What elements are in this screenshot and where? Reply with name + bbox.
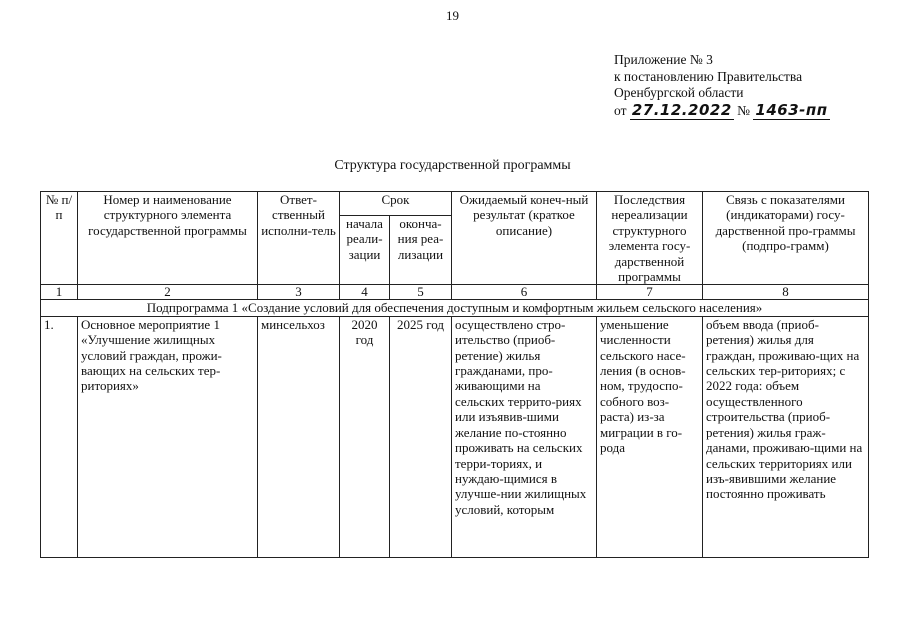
- header-term: Срок: [340, 192, 452, 216]
- row-responsible: минсельхоз: [258, 316, 340, 557]
- appendix-date-line: [614, 102, 830, 120]
- subprogram-title: Подпрограмма 1 «Создание условий для обеспечения доступным и комфортным жильем сельского населения»: [41, 300, 869, 316]
- header-element: Номер и наименование структурного элемента государственной программы: [78, 192, 258, 285]
- header-consequences: Последствия нереализации структурного элемента госу-дарственной программы: [597, 192, 703, 285]
- col-number: 7: [597, 285, 703, 300]
- row-link: объем ввода (приоб-ретения) жилья для граждан, проживаю-щих на сельских тер-риториях; с 2022 года: объем осуществленного строительства (приоб-ретения) жилья граж-данами, проживаю-щими на сельских территориях или изъ-явившими желание постоянно проживать: [703, 316, 869, 557]
- col-number: 6: [452, 285, 597, 300]
- subprogram-row: [41, 300, 869, 316]
- col-number: 8: [703, 285, 869, 300]
- handwritten-number: 1463-пп: [755, 100, 828, 119]
- row-consequences: уменьшение численности сельского насе-ления (в основ-ном, трудоспо-собного воз-раста) из-за миграции в го-рода: [597, 316, 703, 557]
- header-term-end: оконча-ния реа-лизации: [390, 216, 452, 285]
- handwritten-date: 27.12.2022: [631, 100, 732, 119]
- row-result: осуществлено стро-ительство (приоб-ретение) жилья гражданами, про-живающими на сельских террито-риях или изъявив-шими желание по-стоянно проживать на сельских терри-ториях, и нуждаю-щимися в улучше-нии жилищных условий, которым: [452, 316, 597, 557]
- header-term-start: начала реали-зации: [340, 216, 390, 285]
- col-number: 1: [41, 285, 78, 300]
- document-title: Структура государственной программы: [334, 158, 571, 173]
- column-number-row: [41, 285, 869, 300]
- table-row: [41, 316, 869, 557]
- table-header-row: [41, 192, 869, 216]
- header-result: Ожидаемый конеч-ный результат (краткое описание): [452, 192, 597, 285]
- appendix-block: [614, 52, 830, 119]
- number-prefix: №: [737, 102, 751, 118]
- date-prefix: от: [614, 102, 627, 118]
- col-number: 2: [78, 285, 258, 300]
- row-num: 1.: [41, 316, 78, 557]
- appendix-line-3: Оренбургской области: [614, 85, 744, 100]
- header-link: Связь с показателями (индикаторами) госу-дарственной про-граммы (подпро-грамм): [703, 192, 869, 285]
- header-num: № п/п: [41, 192, 78, 285]
- page-number: 19: [446, 8, 459, 23]
- program-structure-table: [40, 191, 869, 558]
- row-start: 2020 год: [340, 316, 390, 557]
- row-end: 2025 год: [390, 316, 452, 557]
- col-number: 3: [258, 285, 340, 300]
- row-element: Основное мероприятие 1 «Улучшение жилищных условий граждан, прожи-вающих на сельских тер-риториях»: [78, 316, 258, 557]
- col-number: 4: [340, 285, 390, 300]
- col-number: 5: [390, 285, 452, 300]
- appendix-line-1: Приложение № 3: [614, 52, 713, 67]
- appendix-line-2: к постановлению Правительства: [614, 68, 803, 84]
- header-responsible: Ответ-ственный исполни-тель: [258, 192, 340, 285]
